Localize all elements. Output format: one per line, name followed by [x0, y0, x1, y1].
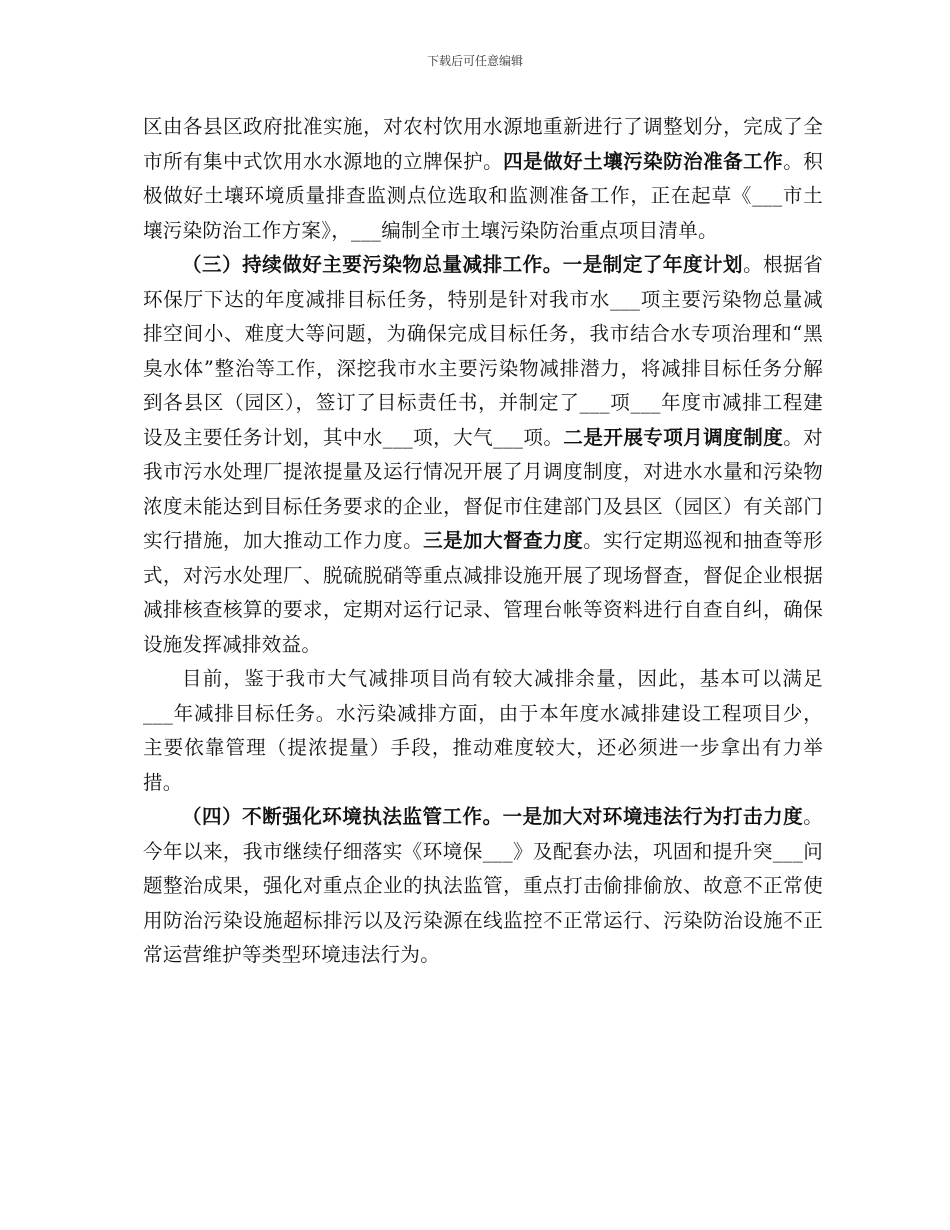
document-body: [143, 110, 823, 973]
paragraph-2-text-3: 。实行定期巡视和抽查等形式，对污水处理厂、脱硫脱硝等重点减排设施开展了现场督查，督促企业根据减排核查核算的要求，定期对运行记录、管理台帐等资料进行自查自纠，确保设施发挥减排效益。: [143, 529, 823, 656]
paragraph-3-text-1: 目前，鉴于我市大气减排项目尚有较大减排余量，因此，基本可以满足___年减排目标任务。水污染减排方面，由于本年度水减排建设工程项目少，主要依靠管理（提浓提量）手段，推动难度较大，还必须进一步拿出有力举措。: [143, 667, 823, 794]
paragraph-1: [143, 110, 823, 248]
paragraph-4-bold-heading: （四）不断强化环境执法监管工作。一是加大对环境违法行为打击力度: [182, 805, 804, 828]
paragraph-2-bold-item-3: 三是加大督查力度: [423, 529, 584, 552]
paragraph-1-text-1: 区由各县区政府批准实施，对农村饮用水源地重新进行了调整划分，完成了全市所有集中式饮用水水源地的立牌保护。: [143, 115, 823, 173]
paragraph-1-bold-heading: 四是做好土壤污染防治准备工作: [503, 149, 784, 173]
paragraph-1-text-2: 。积极做好土壤环境质量排查监测点位选取和监测准备工作，正在起草《___市土壤污染防治工作方案》，___编制全市土壤污染防治重点项目清单。: [143, 149, 823, 242]
paragraph-2-text-1: 。根据省环保厅下达的年度减排目标任务，特别是针对我市水___项主要污染物总量减排空间小、难度大等问题，为确保完成目标任务，我市结合水专项治理和“黑臭水体”整治等工作，深挖我市水主要污染物减排潜力，将减排目标任务分解到各县区（园区），签订了目标责任书，并制定了___项___年度市减排工程建设及主要任务计划，其中水___项，大气___项。: [143, 253, 823, 449]
page-header-note: 下载后可任意编辑: [426, 54, 523, 68]
paragraph-4: [143, 800, 823, 973]
paragraph-2-bold-heading: （三）持续做好主要污染物总量减排工作。一是制定了年度计划: [182, 253, 744, 276]
paragraph-2-text-2: 。对我市污水处理厂提浓提量及运行情况开展了月调度制度，对进水水量和污染物浓度未能达到目标任务要求的企业，督促市住建部门及县区（园区）有关部门实行措施，加大推动工作力度。: [143, 425, 823, 552]
paragraph-4-text-1: 。今年以来，我市继续仔细落实《环境保___》及配套办法，巩固和提升突___问题整治成果，强化对重点企业的执法监管，重点打击偷排偷放、故意不正常使用防治污染设施超标排污以及污染源在线监控不正常运行、污染防治设施不正常运营维护等类型环境违法行为。: [143, 805, 823, 966]
paragraph-2-bold-item-2: 二是开展专项月调度制度: [563, 425, 784, 449]
paragraph-3: [143, 662, 823, 800]
paragraph-2: [143, 248, 823, 662]
